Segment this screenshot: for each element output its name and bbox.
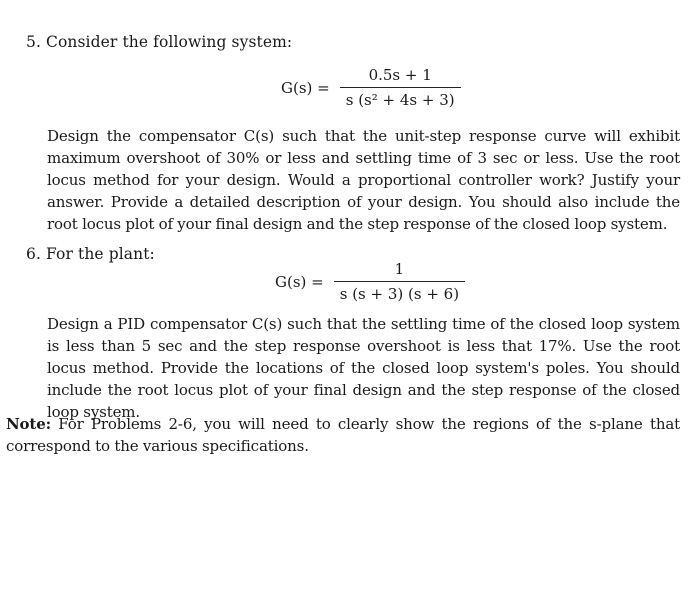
problem-6-intro: For the plant: — [46, 245, 155, 263]
equation-lhs: G(s) = — [275, 272, 324, 291]
equation-numerator: 0.5s + 1 — [368, 66, 432, 84]
problem-5 — [26, 33, 292, 51]
equation-denominator: s (s² + 4s + 3) — [345, 91, 455, 109]
transfer-function-fraction — [334, 260, 465, 303]
equation-denominator: s (s + 3) (s + 6) — [339, 285, 460, 303]
problem-5-body: Design the compensator C(s) such that the unit-step response curve will exhibit maximum overshoot of 30% or less and settling time of 3 sec or less. Use the root locus method for your design. Would a proportional controller work? Justify your answer. Provide a detailed description of your design. You should also include the root locus plot of your final design and the step response of the closed loop system. — [47, 127, 680, 233]
problem-6 — [26, 245, 155, 263]
problem-6-number: 6. — [26, 245, 41, 263]
note-text: For Problems 2-6, you will need to clearly show the regions of the s-plane that correspond to the various specifications. — [6, 415, 681, 455]
equation-lhs: G(s) = — [281, 78, 330, 97]
note-paragraph — [6, 413, 680, 457]
equation-numerator: 1 — [394, 260, 405, 278]
problem-6-equation — [275, 260, 465, 303]
problem-6-body: Design a PID compensator C(s) such that the settling time of the closed loop system is less than 5 sec and the step response overshoot is less that 17%. Use the root locus method. Provide the locations of the closed loop system's poles. You should include the root locus plot of your final design and the step response of the closed loop system. — [47, 315, 680, 421]
problem-5-intro: Consider the following system: — [46, 33, 293, 51]
problem-5-equation — [281, 66, 461, 109]
transfer-function-fraction — [340, 66, 461, 109]
problem-5-number: 5. — [26, 33, 41, 51]
note-label: Note: — [6, 415, 51, 433]
